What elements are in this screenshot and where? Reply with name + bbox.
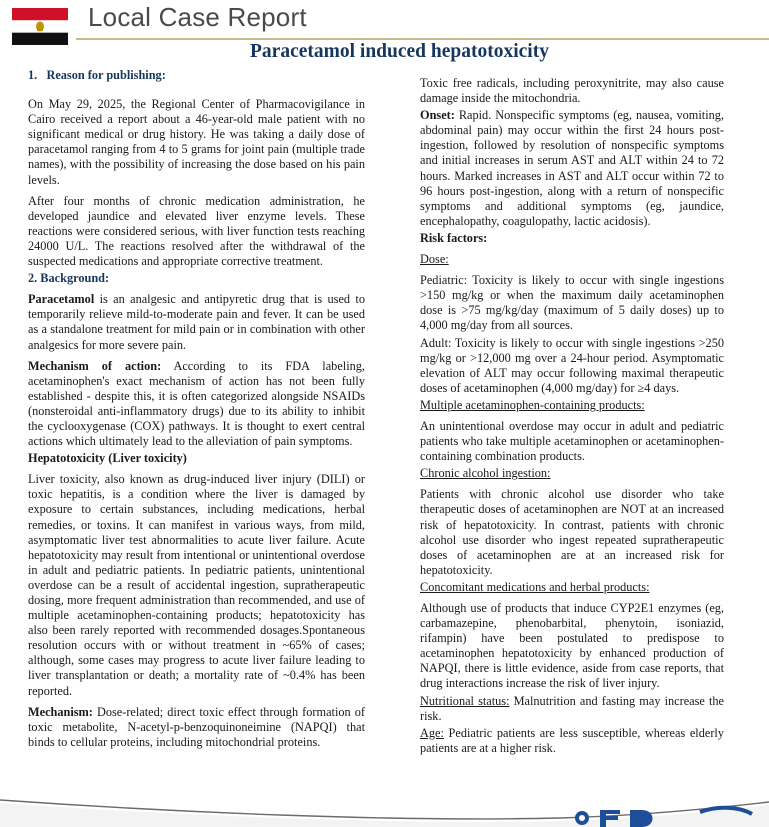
term-onset: Onset: xyxy=(420,108,455,123)
paragraph-paracetamol: Paracetamol is an analgesic and antipyretic drug that is used to temporarily relieve mild-to-moderate pain and fever. It can be used as a standalone treatment for mild pain or in combination with other analgesics for more severe pain. xyxy=(28,292,365,352)
paragraph-concomitant-medications: Although use of products that induce CYP2E1 enzymes (eg, carbamazepine, phenobarbital, phenytoin, isoniazid, rifampin) have been postulated to predispose to acetaminophen hepatotoxicity by enhanced production of NAPQI, there is little evidence, aside from case reports, that drug interactions increase the risk of liver injury. xyxy=(420,601,724,691)
egypt-flag-icon xyxy=(12,8,68,45)
paragraph-chronic-alcohol: Patients with chronic alcohol use disorder who take therapeutic doses of acetaminophen are NOT at an increased risk of hepatotoxicity. In contrast, patients with chronic alcohol use disorder who ingest repeated supratherapeutic doses of acetaminophen are at an increased risk for hepatotoxicity. xyxy=(420,487,724,577)
header-rule xyxy=(76,38,769,40)
heading-chronic-alcohol: Chronic alcohol ingestion: xyxy=(420,466,551,481)
paragraph-hepatotoxicity: Liver toxicity, also known as drug-induced liver injury (DILI) or toxic hepatitis, is a condition where the liver is damaged by exposure to certain substances, including medications, herbal remedies, or toxins. It can manifest in various ways, from mild, asymptomatic liver test abnormalities to acute liver failure. Acute hepatotoxicity may result from intentional or unintentional overdose in adult and pediatric patients. In pediatric patients, unintentional overdose can be a result of accidental ingestion, supratherapeutic dosing, more frequent administration than recommended, and use of multiple acetaminophen-containing products; hepatotoxicity has also been rarely reported with recommended dosages.Spontaneous resolution occurs with or without treatment in ~65% of cases; although, some cases may progress to acute liver failure leading to liver transplantation or death; a mortality rate of ~0.4% has been reported. xyxy=(28,472,365,698)
heading-multiple-products: Multiple acetaminophen-containing products: xyxy=(420,397,645,412)
paragraph-onset: Onset: Rapid. Nonspecific symptoms (eg, nausea, vomiting, abdominal pain) may occur within the first 24 hours post-ingestion, followed by resolution of nonspecific symptoms and initial increases in serum AST and ALT within 24 to 72 hours. Marked increases in AST and ALT occur within 72 to 96 hours post-ingestion, along with a return of nonspecific symptoms and additional symptoms (eg, jaundice, encephalopathy, coagulopathy, lactic acidosis). xyxy=(420,108,724,228)
heading-risk-factors: Risk factors: xyxy=(420,230,488,245)
term-mechanism-of-action: Mechanism of action: xyxy=(28,358,162,373)
section-heading-background: 2. Background: xyxy=(28,271,110,286)
term-mechanism: Mechanism: xyxy=(28,704,93,719)
paragraph-case-report: On May 29, 2025, the Regional Center of Pharmacovigilance in Cairo received a report about a 46-year-old male patient with no significant medical or drug history. He was taking a daily dose of paracetamol ranging from 4 to 5 grams for joint pain (multiple trade names), with the possibility of increasing the dose based on his pain levels. xyxy=(28,97,365,187)
heading-dose: Dose: xyxy=(420,252,449,267)
paragraph-mechanism-of-action: Mechanism of action: According to its FDA labeling, acetaminophen's exact mechanism of action has not been fully established - despite this, it is often categorized alongside NSAIDs (nonsteroidal anti-inflammatory drugs) due to its ability to inhibit the cyclooxygenase (COX) pathways. It is thought to exert central actions which ultimately lead to the alleviation of pain symptoms. xyxy=(28,358,365,449)
page-title: Paracetamol induced hepatotoxicity xyxy=(250,41,549,62)
paragraph-case-outcome: After four months of chronic medication administration, he developed jaundice and elevated liver enzyme levels. These reactions were considered serious, with liver function tests reaching 24000 U/L. The reactions resolved after the withdrawal of the suspected medications and appropriate corrective treatment. xyxy=(28,193,365,269)
paragraph-age: Age: Pediatric patients are less susceptible, whereas elderly patients are at a higher risk. xyxy=(420,725,724,755)
heading-hepatotoxicity: Hepatotoxicity (Liver toxicity) xyxy=(28,451,187,466)
term-age: Age: xyxy=(420,725,444,740)
paragraph-pediatric-dose: Pediatric: Toxicity is likely to occur with single ingestions >150 mg/kg or when the maximum daily acetaminophen dose is >75 mg/kg/day (maximum of 5 daily doses) up to 4,000 mg/day from all sources. xyxy=(420,273,724,333)
paragraph-adult-dose: Adult: Toxicity is likely to occur with single ingestions >250 mg/kg or >12,000 mg over a 24-hour period. Asymptomatic elevation of ALT may occur following maximal therapeutic doses of acetaminophen (4,000 mg/day) for ≥4 days. xyxy=(420,335,724,395)
paragraph-free-radicals: Toxic free radicals, including peroxynitrite, may also cause damage inside the mitochondria. xyxy=(420,76,724,106)
term-paracetamol: Paracetamol xyxy=(28,292,95,307)
right-column xyxy=(420,76,724,758)
left-column xyxy=(28,68,365,756)
paragraph-mechanism: Mechanism: Dose-related; direct toxic effect through formation of toxic metabolite, N-acetyl-p-benzoquinoneimine (NAPQI) that binds to cellular proteins, including mitochondrial proteins. xyxy=(28,704,365,749)
term-nutritional-status: Nutritional status: xyxy=(420,693,510,708)
header-title: Local Case Report xyxy=(88,2,307,32)
paragraph-multiple-products: An unintentional overdose may occur in adult and pediatric patients who take multiple acetaminophen or acetaminophen-containing combination products. xyxy=(420,418,724,464)
footer-decoration xyxy=(0,784,769,827)
heading-concomitant-medications: Concomitant medications and herbal products: xyxy=(420,579,650,594)
paragraph-nutritional-status: Nutritional status: Malnutrition and fasting may increase the risk. xyxy=(420,693,724,723)
section-heading-reason: 1. Reason for publishing: xyxy=(28,68,166,82)
